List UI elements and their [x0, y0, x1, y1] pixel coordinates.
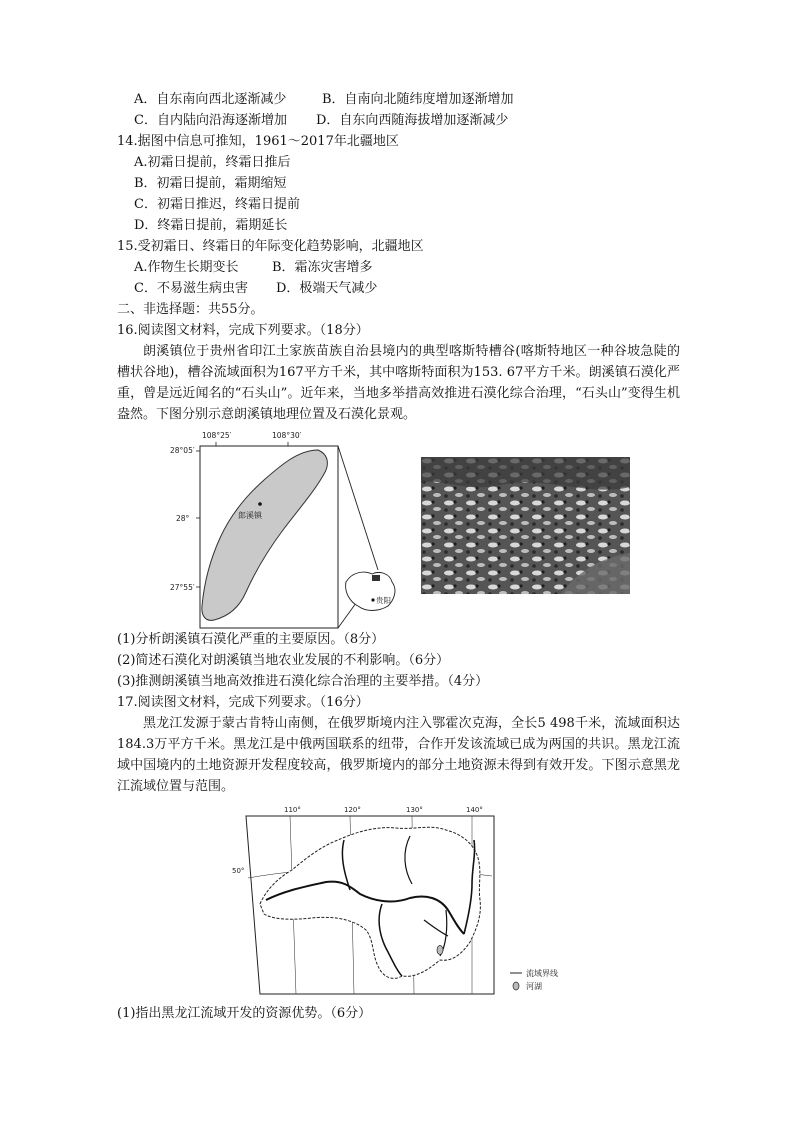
section-heading: 二、非选择题：共55分。	[117, 302, 264, 317]
q14-stem: 14.据图中信息可推知，1961～2017年北疆地区	[117, 134, 399, 149]
q16-stem: 16.阅读图文材料，完成下列要求。（18分）	[117, 323, 369, 338]
town-label: 郎溪镇	[238, 511, 262, 520]
guiyang-point	[371, 598, 374, 601]
zoom-line-top	[338, 446, 378, 570]
lon-label-130: 130°	[406, 806, 423, 814]
langxi-marker	[372, 575, 380, 581]
q16-sub3: (3)推测朗溪镇当地高效推进石漠化综合治理的主要举措。（4分）	[117, 674, 489, 689]
lat-label-2: 28°	[176, 514, 190, 523]
q16-sub2: (2)简述石漠化对朗溪镇当地农业发展的不利影响。（6分）	[117, 653, 450, 668]
q15-option-b: B．霜冻灾害增多	[272, 260, 373, 275]
q15-option-a: A.作物生长期变长	[134, 260, 239, 275]
q13-option-a: A．自东南向西北逐渐减少	[134, 92, 287, 107]
q13-option-d: D．自东向西随海拔增加逐渐减少	[316, 113, 509, 128]
guiyang-label: 贵阳	[376, 596, 391, 605]
lat-label-1: 28°05′	[170, 446, 195, 455]
q13-option-c: C．自内陆向沿海逐渐增加	[134, 113, 287, 128]
q17-material: 黑龙江发源于蒙古肯特山南侧，在俄罗斯境内注入鄂霍次克海，全长5 498千米，流域面积达184.3万平方千米。黑龙江是中俄两国联系的纽带，合作开发该流域已成为两国的共识。黑龙江流域中国境内的土地资源开发程度较高，俄罗斯境内的部分土地资源未得到有效开发。下图示意黑龙江流域位置与范围。	[117, 716, 680, 794]
town-point	[258, 502, 262, 506]
lon-label-110: 110°	[284, 806, 301, 814]
lon-label-1: 108°25′	[202, 431, 232, 440]
q16-sub1: (1)分析朗溪镇石漠化严重的主要原因。（8分）	[117, 632, 385, 647]
q16-material: 朗溪镇位于贵州省印江土家族苗族自治县境内的典型喀斯特槽谷(喀斯特地区一种谷坡急陡的槽状谷地)，槽谷流域面积为167平方千米，其中喀斯特面积为153. 67平方千米。朗溪镇石漠化严重，曾是远近闻名的“石头山”。近年来，当地多举措高效推进石漠化综合治理，“石头山”变得生机盎然。下图分别示意朗溪镇地理位置及石漠化景观。	[117, 344, 680, 422]
rocky-desertification-photo	[421, 457, 630, 594]
xingkai-lake	[437, 946, 443, 955]
q15-option-d: D．极端天气减少	[276, 281, 378, 296]
q14-option-a: A.初霜日提前，终霜日推后	[134, 155, 291, 170]
q14-option-d: D．终霜日提前，霜期延长	[134, 218, 288, 233]
lon-label-140: 140°	[466, 806, 483, 814]
langxi-location-map	[168, 420, 408, 630]
q15-option-c: C．不易滋生病虫害	[134, 281, 248, 296]
q13-option-b: B．自南向北随纬度增加逐渐增加	[322, 92, 514, 107]
lat-label-3: 27°55′	[170, 583, 195, 592]
q17-sub1: (1)指出黑龙江流域开发的资源优势。（6分）	[117, 1006, 372, 1021]
legend-boundary-label: 流域界线	[526, 969, 558, 978]
q17-stem: 17.阅读图文材料，完成下列要求。（16分）	[117, 695, 369, 710]
lon-label-2: 108°30′	[272, 431, 302, 440]
q14-option-c: C．初霜日推迟，终霜日提前	[134, 197, 300, 212]
q14-option-b: B．初霜日提前，霜期缩短	[134, 176, 287, 191]
lon-label-120: 120°	[344, 806, 361, 814]
legend-lake-label: 河湖	[526, 982, 542, 991]
heilongjiang-basin-map	[226, 800, 596, 998]
q15-stem: 15.受初霜日、终霜日的年际变化趋势影响，北疆地区	[117, 239, 424, 254]
lat-label-50: 50°	[232, 867, 245, 875]
legend-lake-symbol	[513, 982, 519, 990]
